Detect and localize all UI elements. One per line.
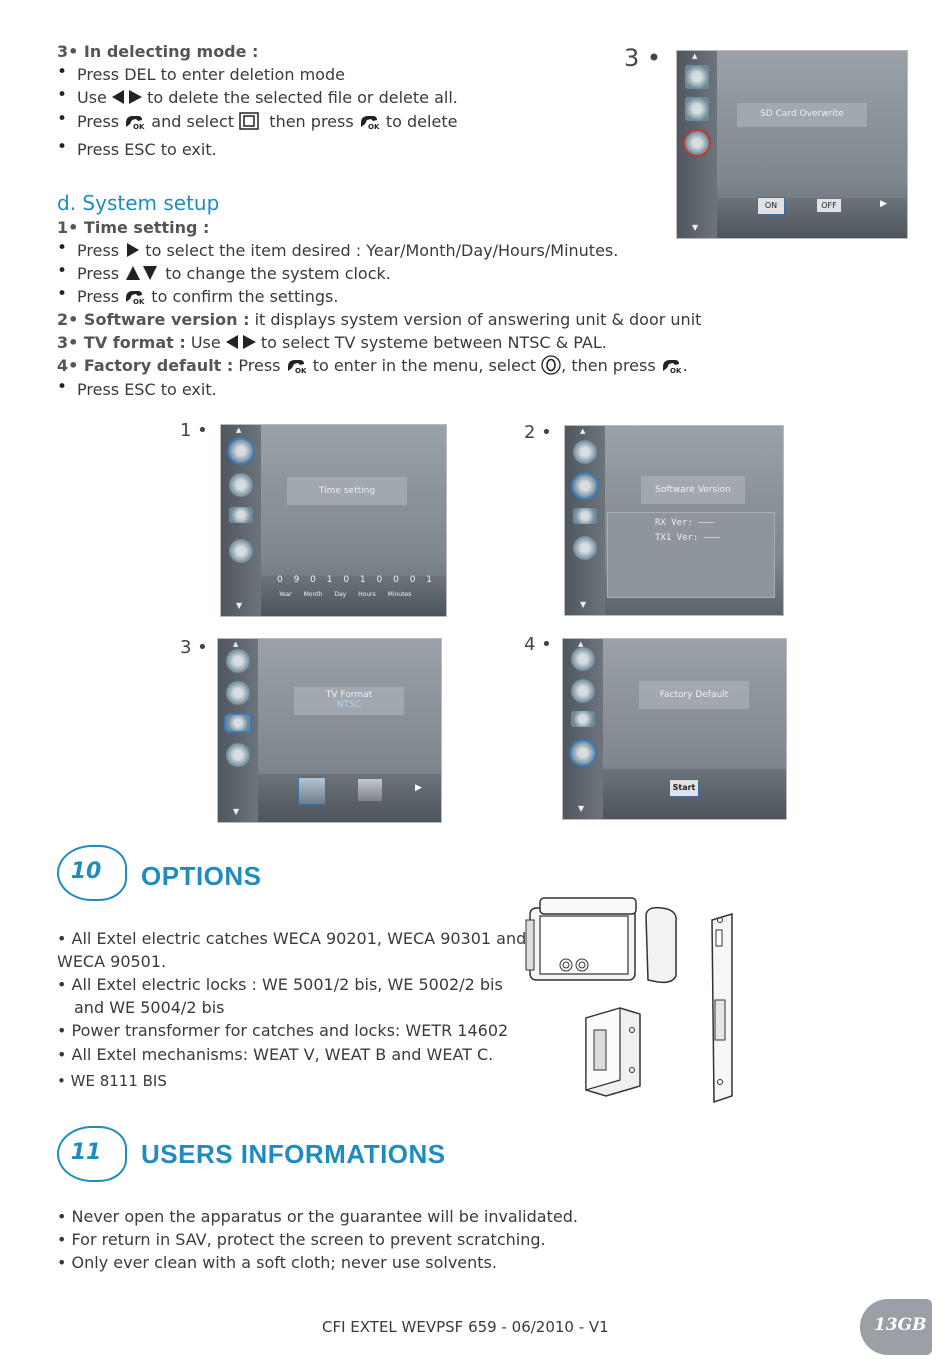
ok-phone-icon xyxy=(286,358,308,374)
right-arrow-icon xyxy=(124,243,140,257)
tv-format-text: to select TV systeme between NTSC & PAL. xyxy=(260,333,607,352)
options-item: and WE 5004/2 bis xyxy=(74,998,225,1017)
tx-version: TX1 Ver: ——— xyxy=(655,533,721,543)
users-item: • Only ever clean with a soft cloth; never use solvents. xyxy=(57,1253,497,1272)
on-button[interactable]: ON xyxy=(757,197,785,215)
time-fields xyxy=(279,591,411,598)
tv-format-line xyxy=(57,331,607,354)
ok-phone-icon xyxy=(124,289,146,305)
options-item: • WE 8111 BIS xyxy=(57,1072,167,1090)
use-word: Use xyxy=(190,333,221,352)
scroll-up-icon: ▲ xyxy=(578,640,584,648)
options-item: • All Extel electric locks : WE 5001/2 bis, WE 5002/2 bis xyxy=(57,975,503,994)
tv-icon xyxy=(229,507,253,523)
tv-banner xyxy=(294,687,404,715)
rx-version: RX Ver: ——— xyxy=(655,518,715,528)
list-item xyxy=(77,239,618,262)
list-item-text: to change the system clock. xyxy=(165,264,391,283)
chevron-right-icon: ▶ xyxy=(415,783,422,793)
ok-phone-icon xyxy=(661,358,683,374)
software-version-screen xyxy=(564,425,784,616)
help-icon xyxy=(573,474,597,498)
ok-phone-icon xyxy=(124,114,146,130)
use-word: Use xyxy=(77,88,107,107)
users-title: USERS INFORMATIONS xyxy=(141,1139,446,1169)
tv-format-screen xyxy=(217,638,442,823)
period: . xyxy=(682,356,688,375)
hours-field: Hours xyxy=(358,591,376,598)
software-banner: Software Version xyxy=(641,476,745,504)
time-setting-heading: 1• Time setting : xyxy=(57,218,210,237)
chevron-right-icon: ▶ xyxy=(880,199,887,209)
tv-icon xyxy=(573,508,597,524)
to-delete-text: to delete xyxy=(385,112,458,131)
up-down-arrows-icon xyxy=(124,266,160,280)
reset-circle-icon xyxy=(541,355,561,375)
electric-locks-illustration xyxy=(522,890,742,1105)
list-item-text: Press DEL to enter deletion mode xyxy=(77,65,345,84)
screen-sidebar xyxy=(565,426,605,615)
options-item: • Power transformer for catches and locks: WETR 14602 xyxy=(57,1021,509,1040)
svg-text:OK: OK xyxy=(367,123,380,130)
list-item xyxy=(77,110,457,133)
left-right-arrows-icon xyxy=(112,90,142,104)
screen-label: 2 • xyxy=(524,422,552,443)
tv-icon xyxy=(571,711,595,727)
delete-screen xyxy=(676,50,908,239)
scroll-down-icon: ▼ xyxy=(236,601,243,610)
users-item: • Never open the apparatus or the guarantee will be invalidated. xyxy=(57,1207,578,1226)
system-setup-title: d. System setup xyxy=(57,191,220,215)
and-select-text: and select xyxy=(151,112,235,131)
screen-sidebar xyxy=(677,51,717,238)
scroll-down-icon: ▼ xyxy=(580,600,587,609)
list-item-text: to confirm the settings. xyxy=(151,287,339,306)
list-item xyxy=(77,138,217,161)
ntsc-option[interactable] xyxy=(298,777,326,805)
factory-default-text: to enter in the menu, select xyxy=(312,356,537,375)
section-number-badge xyxy=(57,845,127,901)
scroll-up-icon: ▲ xyxy=(233,640,239,648)
options-item: WECA 90501. xyxy=(57,952,167,971)
press-word: Press xyxy=(77,112,120,131)
scroll-up-icon: ▲ xyxy=(236,426,242,434)
factory-default-screen xyxy=(562,638,787,820)
day-field: Day xyxy=(334,591,347,598)
software-version-text: it displays system version of answering unit & door unit xyxy=(254,310,702,329)
scroll-down-icon: ▼ xyxy=(578,804,585,813)
scroll-down-icon: ▼ xyxy=(233,807,240,816)
section-number-badge xyxy=(57,1126,127,1182)
tv-icon xyxy=(226,715,250,731)
tv-format-heading: 3• TV format : xyxy=(57,333,186,352)
scroll-up-icon: ▲ xyxy=(692,52,698,60)
screen-label: 4 • xyxy=(524,634,552,655)
help-icon xyxy=(226,681,250,705)
list-item xyxy=(77,63,345,86)
time-digits[interactable]: 0 9 0 1 0 1 0 0 0 1 xyxy=(277,575,437,585)
press-word: Press xyxy=(77,241,120,260)
scroll-up-icon: ▲ xyxy=(580,427,586,435)
screen-label: 3 • xyxy=(624,44,662,72)
reset-icon xyxy=(573,536,597,560)
time-banner: Time setting xyxy=(287,477,407,505)
clock-icon xyxy=(571,647,595,671)
film-icon xyxy=(685,97,709,121)
options-item: • All Extel electric catches WECA 90201, WECA 90301 and xyxy=(57,929,527,948)
pal-option[interactable] xyxy=(358,779,382,801)
list-item-text: Press ESC to exit. xyxy=(77,140,217,159)
delete-banner: SD Card Overwrite xyxy=(737,103,867,127)
press-word: Press xyxy=(77,287,120,306)
svg-text:OK: OK xyxy=(294,367,306,374)
photo-icon xyxy=(685,65,709,89)
press-word: Press xyxy=(238,356,281,375)
section-number: 11 xyxy=(70,1140,102,1165)
deleting-heading: 3• In delecting mode : xyxy=(57,42,259,61)
factory-default-then: , then press xyxy=(561,356,656,375)
help-icon xyxy=(571,679,595,703)
time-setting-screen xyxy=(220,424,447,617)
screen-sidebar xyxy=(218,639,258,822)
options-item: • All Extel mechanisms: WEAT V, WEAT B and WEAT C. xyxy=(57,1045,494,1064)
delete-icon xyxy=(685,131,709,155)
minutes-field: Minutes xyxy=(387,591,412,598)
list-item xyxy=(77,285,338,308)
section-number: 10 xyxy=(70,859,102,884)
off-button[interactable]: OFF xyxy=(817,199,841,212)
clock-icon xyxy=(226,649,250,673)
software-version-line xyxy=(57,308,701,331)
options-title: OPTIONS xyxy=(141,861,262,891)
screen-label: 1 • xyxy=(180,420,208,441)
screen-sidebar xyxy=(221,425,261,616)
footer-text: CFI EXTEL WEVPSF 659 - 06/2010 - V1 xyxy=(322,1318,609,1336)
list-item-text: Press ESC to exit. xyxy=(77,380,217,399)
reset-icon xyxy=(226,743,250,767)
press-word: Press xyxy=(77,264,120,283)
screen-sidebar xyxy=(563,639,603,819)
tv-banner-value: NTSC xyxy=(336,700,362,710)
software-version-heading: 2• Software version : xyxy=(57,310,250,329)
factory-banner: Factory Default xyxy=(639,681,749,709)
svg-text:OK: OK xyxy=(133,123,145,130)
month-field: Month xyxy=(303,591,323,598)
page-number: 13GB xyxy=(874,1315,927,1335)
ok-phone-icon xyxy=(359,114,381,130)
svg-text:OK: OK xyxy=(669,367,682,374)
users-item: • For return in SAV, protect the screen to prevent scratching. xyxy=(57,1230,546,1249)
clock-icon xyxy=(229,439,253,463)
list-item xyxy=(77,262,391,285)
left-right-arrows-icon xyxy=(226,335,256,349)
list-item xyxy=(77,86,458,109)
list-item-text: to delete the selected file or delete all. xyxy=(147,88,458,107)
list-item xyxy=(77,378,217,401)
reset-icon xyxy=(571,741,595,765)
scroll-down-icon: ▼ xyxy=(692,223,699,232)
help-icon xyxy=(229,473,253,497)
start-button[interactable]: Start xyxy=(669,779,699,797)
tv-banner-title: TV Format xyxy=(325,690,373,700)
svg-text:OK: OK xyxy=(133,298,145,305)
then-press-text: then press xyxy=(269,112,354,131)
delete-square-icon xyxy=(239,112,259,130)
screen-bottombar xyxy=(258,774,441,822)
clock-icon xyxy=(573,440,597,464)
screen-label: 3 • xyxy=(180,637,208,658)
page-number-tab xyxy=(860,1299,932,1355)
year-field: Year xyxy=(279,591,292,598)
reset-icon xyxy=(229,539,253,563)
factory-default-line xyxy=(57,354,688,377)
screen-bottombar xyxy=(717,198,907,238)
factory-default-heading: 4• Factory default : xyxy=(57,356,234,375)
list-item-text: to select the item desired : Year/Month/Day/Hours/Minutes. xyxy=(145,241,619,260)
